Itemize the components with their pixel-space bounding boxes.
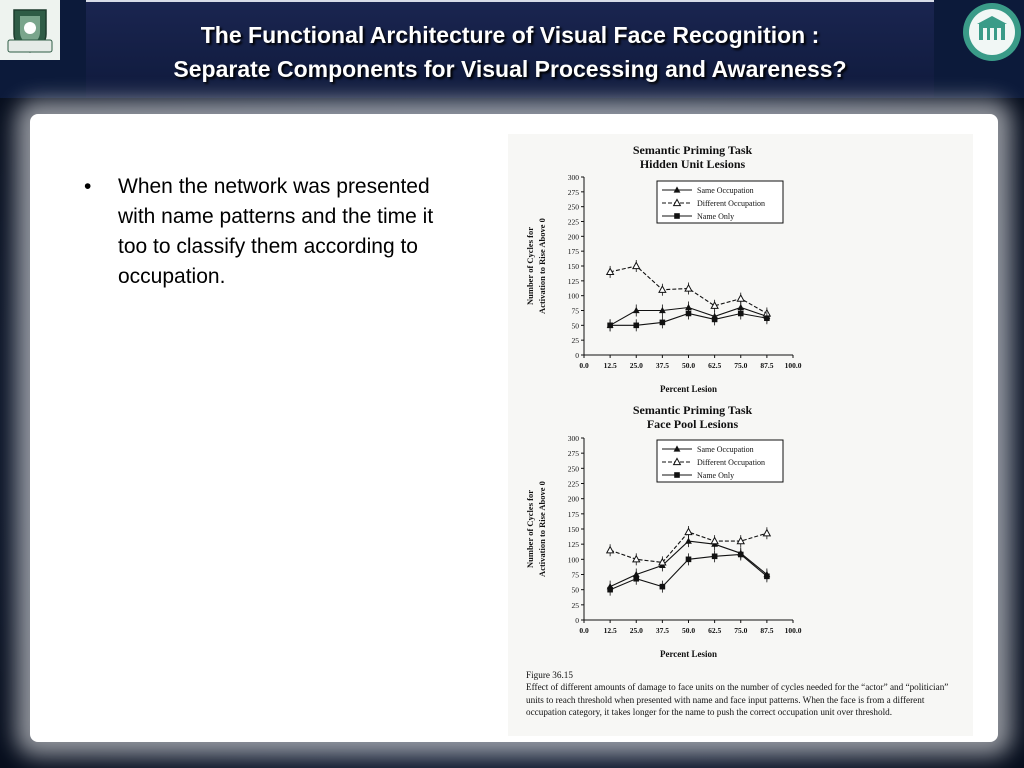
x-axis-label: Percent Lesion	[659, 384, 718, 394]
x-tick-label: 0.0	[579, 361, 589, 370]
y-tick-label: 175	[567, 509, 579, 519]
y-tick-label: 225	[567, 217, 579, 227]
data-point-same-occupation	[685, 538, 692, 544]
y-axis-label-line-1: Number of Cycles for	[525, 490, 535, 568]
data-point-name-only	[738, 552, 744, 558]
x-tick-label: 50.0	[681, 626, 696, 635]
y-axis-label-line-2: Activation to Rise Above 0	[537, 218, 547, 314]
data-point-name-only	[633, 576, 639, 582]
data-point-name-only	[712, 317, 718, 323]
x-tick-label: 12.5	[603, 361, 617, 370]
y-axis-label-line-2: Activation to Rise Above 0	[537, 481, 547, 577]
x-tick-label: 25.0	[629, 626, 643, 635]
y-tick-label: 50	[571, 585, 579, 595]
y-tick-label: 125	[567, 540, 579, 550]
y-tick-label: 200	[567, 232, 579, 242]
y-tick-label: 25	[571, 336, 579, 346]
x-tick-label: 75.0	[734, 361, 748, 370]
data-point-name-only	[607, 587, 613, 593]
chart-subtitle: Face Pool Lesions	[646, 417, 739, 431]
data-point-different-occupation	[659, 286, 666, 292]
legend-label: Different Occupation	[697, 199, 766, 208]
data-point-different-occupation	[685, 528, 692, 534]
legend-label: Same Occupation	[697, 186, 754, 195]
y-tick-label: 275	[567, 449, 579, 459]
y-tick-label: 150	[567, 262, 579, 271]
title-line-2: Separate Components for Visual Processing and Awareness?	[173, 56, 847, 82]
legend-label: Name Only	[697, 471, 735, 480]
y-tick-label: 100	[567, 291, 579, 301]
y-tick-label: 150	[567, 525, 579, 534]
data-point-name-only	[660, 584, 666, 590]
chart-subtitle: Hidden Unit Lesions	[639, 157, 746, 171]
y-tick-label: 175	[567, 247, 579, 257]
data-point-different-occupation	[763, 530, 770, 536]
y-tick-label: 250	[567, 202, 579, 212]
y-tick-label: 125	[567, 276, 579, 286]
x-tick-label: 75.0	[734, 626, 748, 635]
y-tick-label: 200	[567, 494, 579, 504]
x-tick-label: 100.0	[784, 626, 802, 635]
y-tick-label: 50	[571, 321, 579, 331]
chart-title: Semantic Priming Task	[632, 143, 753, 157]
y-tick-label: 300	[567, 434, 579, 443]
x-tick-label: 50.0	[681, 361, 696, 370]
title-line-1: The Functional Architecture of Visual Face Recognition :	[200, 22, 820, 48]
data-point-name-only	[686, 557, 692, 563]
x-tick-label: 0.0	[579, 626, 589, 635]
data-point-name-only	[686, 311, 692, 317]
figure-caption	[526, 669, 966, 719]
y-tick-label: 225	[567, 479, 579, 489]
x-tick-label: 12.5	[603, 626, 617, 635]
y-tick-label: 250	[567, 464, 579, 474]
legend-label: Different Occupation	[697, 458, 766, 467]
data-point-different-occupation	[737, 295, 744, 301]
data-point-name-only	[633, 323, 639, 329]
data-point-different-occupation	[607, 547, 614, 553]
data-point-different-occupation	[633, 262, 640, 268]
y-tick-label: 25	[571, 600, 579, 610]
x-tick-label: 62.5	[708, 626, 722, 635]
data-point-name-only	[764, 574, 770, 580]
legend-label: Name Only	[697, 212, 735, 221]
bullet-marker: •	[84, 175, 92, 198]
y-tick-label: 100	[567, 555, 579, 565]
data-point-name-only	[712, 554, 718, 560]
caption-label: Figure 36.15	[526, 670, 573, 680]
x-tick-label: 87.5	[760, 361, 774, 370]
y-tick-label: 275	[567, 187, 579, 197]
y-tick-label: 75	[571, 306, 579, 316]
bullet-item-text: When the network was presented with name patterns and the time it too to classify them according to occupation.	[118, 175, 434, 288]
data-point-different-occupation	[685, 285, 692, 291]
legend-marker-name-only	[674, 472, 680, 478]
legend-label: Same Occupation	[697, 445, 754, 454]
x-tick-label: 37.5	[655, 361, 669, 370]
x-tick-label: 62.5	[708, 361, 722, 370]
y-tick-label: 75	[571, 570, 579, 580]
y-tick-label: 300	[567, 173, 579, 182]
y-axis-label-line-1: Number of Cycles for	[525, 227, 535, 305]
x-tick-label: 87.5	[760, 626, 774, 635]
data-point-name-only	[738, 311, 744, 317]
x-tick-label: 25.0	[629, 361, 643, 370]
data-point-name-only	[660, 320, 666, 326]
chart-title: Semantic Priming Task	[632, 403, 753, 417]
y-tick-label: 0	[575, 616, 579, 625]
data-point-name-only	[764, 315, 770, 321]
y-tick-label: 0	[575, 351, 579, 360]
x-axis-label: Percent Lesion	[659, 649, 718, 659]
data-point-different-occupation	[711, 538, 718, 544]
data-point-name-only	[607, 323, 613, 329]
legend-marker-name-only	[674, 213, 680, 219]
x-tick-label: 37.5	[655, 626, 669, 635]
caption-text: Effect of different amounts of damage to face units on the number of cycles needed for the “actor” and “politician” units to reach threshold when presented with name and face input patterns. When the face is from a different occupation category, it takes longer for the name to push the correct occupation unit over threshold.	[526, 682, 949, 718]
x-tick-label: 100.0	[784, 361, 802, 370]
